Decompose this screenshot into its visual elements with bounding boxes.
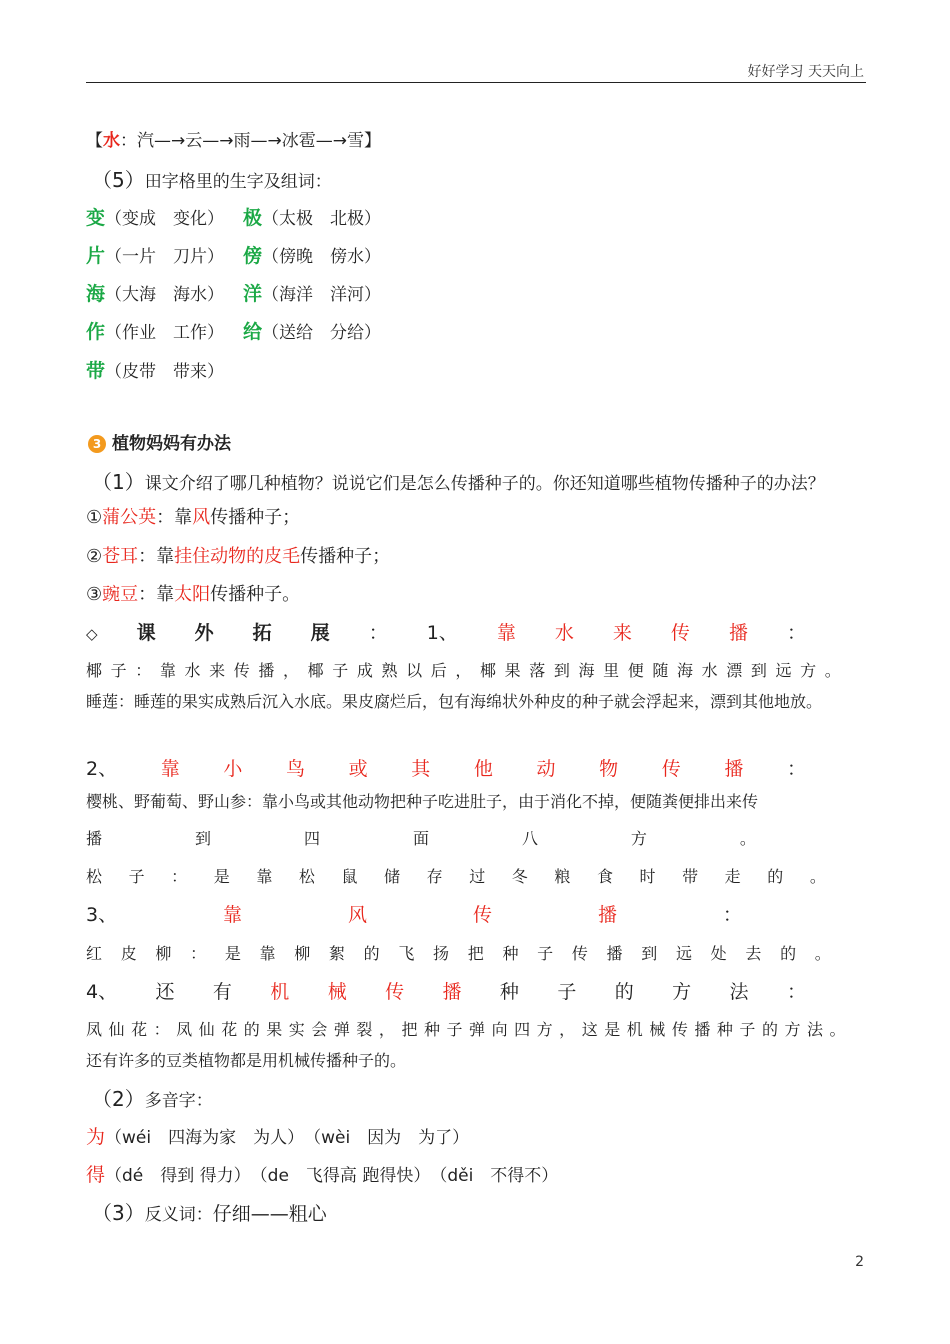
question-num: （1）: [92, 470, 145, 494]
extra-heading-char: ：: [786, 622, 806, 644]
heading-4-char: 的: [614, 981, 634, 1003]
coconut-char: 水: [184, 661, 201, 680]
word-groups: （大海 海水）: [105, 285, 225, 305]
word-char: 作: [86, 321, 106, 343]
heading-2-char: ：: [786, 758, 806, 780]
willow-char: 皮: [120, 944, 137, 963]
willow-char: 靠: [259, 944, 276, 963]
answer-method: 风: [192, 507, 211, 528]
balsam-char: 传: [671, 1020, 688, 1039]
heading-3: [86, 900, 742, 927]
willow-char: 飞: [398, 944, 415, 963]
balsam-char: 械: [649, 1020, 666, 1039]
heading-4-char: ：: [786, 981, 806, 1003]
pine-char: 走: [724, 867, 741, 886]
balsam-char: 向: [491, 1020, 508, 1039]
willow-char: 子: [537, 944, 554, 963]
answer-text: 传播种子。: [210, 584, 301, 605]
balsam-char: 种: [423, 1020, 440, 1039]
answer-method: 太阳: [174, 584, 211, 605]
balsam-char: 弹: [469, 1020, 486, 1039]
heading-3-char: 3、: [86, 904, 118, 926]
pine-char: 是: [213, 867, 230, 886]
question-num: （3）: [92, 1201, 145, 1225]
answer-line: [86, 503, 300, 529]
heading-2-char: 物: [599, 758, 619, 780]
cherry-char: 播: [86, 829, 103, 848]
heading-4-char: 机: [270, 981, 290, 1003]
extra-heading-char: 水: [554, 622, 574, 644]
heading-3-char: ：: [722, 904, 742, 926]
word-char: 变: [86, 207, 106, 229]
willow-char: 的: [363, 944, 380, 963]
balsam-char: 四: [514, 1020, 531, 1039]
willow-line: [86, 941, 831, 964]
bracket-open: 【: [86, 131, 103, 151]
question-text: 课文介绍了哪几种植物？说说它们是怎么传播种子的。你还知道哪些植物传播种子的办法？: [144, 474, 825, 494]
willow-char: 柳: [155, 944, 172, 963]
heading-2-char: 动: [536, 758, 556, 780]
word-item: [86, 203, 224, 230]
pine-char: 带: [682, 867, 699, 886]
balsam-char: 仙: [198, 1020, 215, 1039]
heading-2-char: 2、: [86, 758, 118, 780]
coconut-char: 里: [603, 661, 620, 680]
heading-4-char: 法: [729, 981, 749, 1003]
heading-2-char: 或: [348, 758, 368, 780]
word-groups: （皮带 带来）: [105, 362, 225, 382]
heading-2-char: 他: [473, 758, 493, 780]
answer-plant: 苍耳: [102, 546, 139, 567]
heading-4-char: 械: [327, 981, 347, 1003]
balsam-char: 的: [243, 1020, 260, 1039]
polyphone-char: 得: [86, 1164, 106, 1186]
heading-2-char: 播: [724, 758, 744, 780]
pine-char: 存: [426, 867, 443, 886]
heading-2-char: 小: [223, 758, 243, 780]
pine-char: 过: [469, 867, 486, 886]
pine-char: 子: [128, 867, 145, 886]
coconut-char: 子: [332, 661, 349, 680]
coconut-char: 播: [258, 661, 275, 680]
answer-mark: ①: [86, 507, 103, 528]
coconut-char: 椰: [86, 661, 103, 680]
coconut-line: [86, 658, 841, 681]
word-item: [86, 356, 224, 383]
word-item: [86, 279, 224, 306]
willow-char: 是: [224, 944, 241, 963]
coconut-char: 靠: [159, 661, 176, 680]
willow-char: ：: [190, 944, 207, 963]
balsam-char: 弹: [333, 1020, 350, 1039]
word-char: 洋: [243, 283, 263, 305]
cherry-line-2: [86, 826, 756, 849]
question-num: （2）: [92, 1087, 145, 1111]
heading-3-char: 靠: [223, 904, 243, 926]
question-3: [92, 1197, 327, 1226]
word-item: [86, 317, 224, 344]
heading-4-char: 方: [672, 981, 692, 1003]
section-text: 田字格里的生字及组词：: [144, 172, 332, 192]
balsam-char: ，: [378, 1020, 395, 1039]
willow-char: 红: [86, 944, 103, 963]
polyphone-text: （dé 得到 得力） （de 飞得高 跑得快） （děi 不得不）: [105, 1166, 559, 1186]
willow-char: 播: [606, 944, 623, 963]
pine-char: 的: [767, 867, 784, 886]
polyphone-line: [86, 1122, 469, 1149]
word-char: 极: [243, 207, 263, 229]
answer-mark: ②: [86, 546, 103, 567]
pine-char: 。: [809, 867, 826, 886]
balsam-char: 机: [626, 1020, 643, 1039]
heading-4-char: 有: [212, 981, 232, 1003]
answer-mark: ③: [86, 584, 103, 605]
question-text: 反义词：: [144, 1205, 213, 1225]
balsam-char: 。: [829, 1020, 846, 1039]
answer-line: [86, 580, 300, 606]
answer-text: ：靠: [156, 507, 193, 528]
pine-char: 时: [639, 867, 656, 886]
willow-char: 。: [814, 944, 831, 963]
coconut-char: 海: [578, 661, 595, 680]
heading-3-char: 风: [348, 904, 368, 926]
cherry-line-1: 樱桃、野葡萄、野山参：靠小鸟或其他动物把种子吃进肚子，由于消化不掉，便随粪便排出来传: [86, 792, 759, 811]
coconut-char: ：: [135, 661, 152, 680]
willow-char: 到: [641, 944, 658, 963]
pine-char: 松: [298, 867, 315, 886]
heading-4-char: 种: [499, 981, 519, 1003]
heading-2-char: 靠: [160, 758, 180, 780]
word-groups: （送给 分给）: [262, 323, 382, 343]
header-rule: [86, 82, 866, 83]
heading-4-char: 播: [442, 981, 462, 1003]
willow-char: 柳: [294, 944, 311, 963]
word-groups: （变成 变化）: [105, 209, 225, 229]
extra-heading-char: 课: [136, 622, 156, 644]
word-char: 傍: [243, 245, 263, 267]
balsam-char: ：: [153, 1020, 170, 1039]
answer-method: 挂住动物的皮毛: [174, 546, 301, 567]
balsam-line: [86, 1017, 846, 1040]
answer-line: [86, 542, 390, 568]
answer-text: ：靠: [138, 584, 175, 605]
coconut-char: 以: [406, 661, 423, 680]
word-char: 给: [243, 321, 263, 343]
willow-char: 传: [571, 944, 588, 963]
word-item: [243, 203, 381, 230]
coconut-char: 来: [209, 661, 226, 680]
balsam-char: 播: [694, 1020, 711, 1039]
lesson-heading: [88, 429, 231, 454]
balsam-char: 仙: [108, 1020, 125, 1039]
coconut-char: 果: [504, 661, 521, 680]
balsam-char: 花: [221, 1020, 238, 1039]
question-2: [92, 1083, 213, 1112]
willow-char: 的: [780, 944, 797, 963]
cherry-char: 到: [194, 829, 211, 848]
heading-4-char: 4、: [86, 981, 118, 1003]
balsam-char: 这: [581, 1020, 598, 1039]
cherry-char: 八: [521, 829, 538, 848]
coconut-char: 便: [627, 661, 644, 680]
header-text: 好好学习 天天向上: [747, 64, 864, 80]
beans-line: 还有许多的豆类植物都是用机械传播种子的。: [86, 1051, 407, 1070]
coconut-char: 落: [529, 661, 546, 680]
willow-char: 絮: [328, 944, 345, 963]
pine-char: 松: [86, 867, 103, 886]
cherry-char: 。: [739, 829, 756, 848]
willow-char: 种: [502, 944, 519, 963]
pine-char: 粮: [554, 867, 571, 886]
word-char: 海: [86, 283, 106, 305]
coconut-char: 到: [750, 661, 767, 680]
coconut-char: 方: [800, 661, 817, 680]
word-groups: （傍晚 傍水）: [262, 247, 382, 267]
answer-text: 传播种子；: [300, 546, 391, 567]
extra-heading-char: 来: [612, 622, 632, 644]
page-number: 2: [855, 1254, 864, 1270]
extra-heading-char: 展: [310, 622, 330, 644]
pine-char: 储: [384, 867, 401, 886]
coconut-char: 子: [110, 661, 127, 680]
pine-char: ：: [171, 867, 188, 886]
coconut-char: 海: [677, 661, 694, 680]
section-num: （5）: [92, 168, 145, 192]
coconut-char: 漂: [726, 661, 743, 680]
word-item: [243, 279, 381, 306]
balsam-char: 花: [131, 1020, 148, 1039]
pine-char: 鼠: [341, 867, 358, 886]
coconut-char: 熟: [381, 661, 398, 680]
willow-char: 扬: [433, 944, 450, 963]
willow-char: 处: [710, 944, 727, 963]
extra-heading-char: 播: [728, 622, 748, 644]
answer-plant: 蒲公英: [102, 507, 157, 528]
coconut-char: 。: [824, 661, 841, 680]
coconut-char: 成: [356, 661, 373, 680]
heading-3-char: 播: [597, 904, 617, 926]
pine-line: [86, 864, 826, 887]
heading-2-char: 传: [661, 758, 681, 780]
balsam-char: 实: [288, 1020, 305, 1039]
extra-heading-char: 拓: [252, 622, 272, 644]
balsam-char: 凤: [176, 1020, 193, 1039]
heading-4: [86, 977, 806, 1004]
coconut-char: 后: [430, 661, 447, 680]
answer-plant: 豌豆: [102, 584, 139, 605]
balsam-char: 方: [536, 1020, 553, 1039]
extra-heading-char: 靠: [496, 622, 516, 644]
heading-4-char: 还: [155, 981, 175, 1003]
heading-4-char: 传: [385, 981, 405, 1003]
extra-heading-char: 1、: [426, 622, 458, 644]
heading-2-char: 其: [411, 758, 431, 780]
coconut-char: 传: [233, 661, 250, 680]
cherry-char: 面: [412, 829, 429, 848]
balsam-char: 把: [401, 1020, 418, 1039]
coconut-char: 到: [553, 661, 570, 680]
balsam-char: 方: [784, 1020, 801, 1039]
question-1: [92, 466, 825, 495]
pine-char: 食: [596, 867, 613, 886]
coconut-char: 水: [701, 661, 718, 680]
word-groups: （一片 刀片）: [105, 247, 225, 267]
balsam-char: 果: [266, 1020, 283, 1039]
balsam-char: 的: [761, 1020, 778, 1039]
cherry-char: 方: [630, 829, 647, 848]
coconut-char: 椰: [307, 661, 324, 680]
pine-char: 靠: [256, 867, 273, 886]
water-cycle-text: ：汽—→云—→雨—→冰雹—→雪】: [120, 131, 381, 151]
lesson-number-badge: 3: [88, 435, 106, 453]
word-groups: （太极 北极）: [262, 209, 382, 229]
balsam-char: 法: [807, 1020, 824, 1039]
polyphone-line: [86, 1160, 558, 1187]
heading-2: [86, 754, 806, 781]
willow-char: 把: [467, 944, 484, 963]
balsam-char: 是: [604, 1020, 621, 1039]
polyphone-text: （wéi 四海为家 为人） （wèi 因为 为了）: [105, 1128, 470, 1148]
balsam-char: ，: [559, 1020, 576, 1039]
heading-2-char: 鸟: [285, 758, 305, 780]
coconut-char: ，: [455, 661, 472, 680]
water-cycle-line: [86, 126, 381, 151]
coconut-char: 椰: [480, 661, 497, 680]
balsam-char: 凤: [86, 1020, 103, 1039]
willow-char: 远: [675, 944, 692, 963]
coconut-char: 远: [775, 661, 792, 680]
extra-heading-char: 外: [194, 622, 214, 644]
word-item: [243, 317, 381, 344]
polyphone-char: 为: [86, 1126, 106, 1148]
word-groups: （作业 工作）: [105, 323, 225, 343]
word-char: 片: [86, 245, 106, 267]
word-item: [243, 241, 381, 268]
balsam-char: 子: [739, 1020, 756, 1039]
balsam-char: 种: [716, 1020, 733, 1039]
coconut-char: ，: [283, 661, 300, 680]
heading-3-char: 传: [472, 904, 492, 926]
word-item: [86, 241, 224, 268]
coconut-char: 随: [652, 661, 669, 680]
heading-4-char: 子: [557, 981, 577, 1003]
antonym-pair: 仔细——粗心: [212, 1203, 327, 1225]
willow-char: 去: [745, 944, 762, 963]
balsam-char: 会: [311, 1020, 328, 1039]
word-char: 带: [86, 360, 106, 382]
extra-heading-char: ：: [368, 622, 388, 644]
lotus-paragraph: 睡莲：睡莲的果实成熟后沉入水底。果皮腐烂后，包有海绵状外种皮的种子就会浮起来，漂到其他地放。: [86, 692, 823, 711]
pine-char: 冬: [511, 867, 528, 886]
extra-heading: [86, 618, 806, 645]
answer-text: ：靠: [138, 546, 175, 567]
question-text: 多音字：: [144, 1091, 213, 1111]
water-char: 水: [103, 131, 120, 151]
balsam-char: 裂: [356, 1020, 373, 1039]
word-groups: （海洋 洋河）: [262, 285, 382, 305]
extra-heading-char: 传: [670, 622, 690, 644]
answer-text: 传播种子；: [210, 507, 301, 528]
section-5-heading: [92, 164, 332, 193]
cherry-char: 四: [303, 829, 320, 848]
balsam-char: 子: [446, 1020, 463, 1039]
lesson-title: 植物妈妈有办法: [112, 434, 231, 454]
diamond-icon: ◇: [86, 625, 98, 643]
